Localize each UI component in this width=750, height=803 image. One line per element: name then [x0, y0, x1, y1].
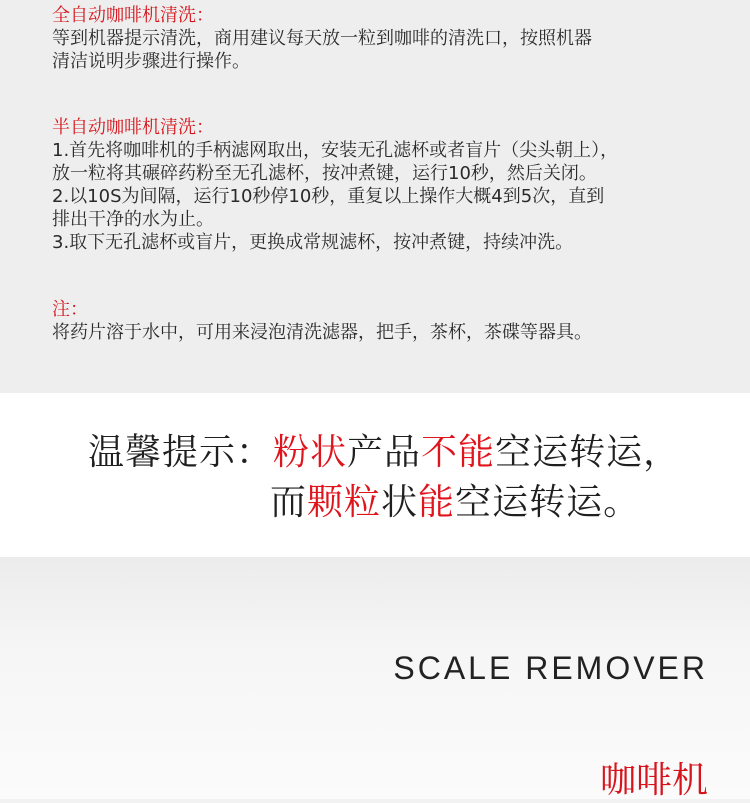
tip-segment-highlight: 粉状	[273, 432, 348, 473]
full-auto-title: 全自动咖啡机清洗：	[52, 5, 214, 26]
tip-line-2	[270, 481, 640, 525]
instructions-panel	[0, 0, 750, 393]
semi-auto-line: 排出干净的水为止。	[52, 209, 214, 230]
full-auto-line: 清洁说明步骤进行操作。	[52, 51, 250, 72]
product-banner	[0, 557, 750, 799]
banner-chinese-title: 咖啡机	[599, 760, 708, 801]
full-auto-section	[52, 4, 592, 73]
semi-auto-line: 2.以10S为间隔，运行10秒停10秒，重复以上操作大概4到5次，直到	[52, 186, 605, 207]
tip-segment-highlight: 不能	[421, 432, 496, 473]
shipping-tip-panel	[0, 393, 750, 557]
tip-segment-highlight: 颗粒	[307, 482, 382, 523]
tip-segment: 温馨提示：	[88, 432, 274, 473]
semi-auto-line: 1.首先将咖啡机的手柄滤网取出，安装无孔滤杯或者盲片（尖头朝上），	[52, 140, 619, 161]
note-section	[52, 298, 592, 344]
tip-segment-highlight: 能	[418, 482, 456, 523]
tip-segment: 空运转运。	[455, 482, 641, 523]
semi-auto-section	[52, 116, 618, 254]
tip-line-1	[88, 431, 680, 475]
semi-auto-line: 3.取下无孔滤杯或盲片，更换成常规滤杯，按冲煮键，持续冲洗。	[52, 232, 574, 253]
tip-segment: 状	[381, 482, 419, 523]
note-title: 注：	[52, 299, 88, 320]
semi-auto-line: 放一粒将其碾碎药粉至无孔滤杯，按冲煮键，运行10秒，然后关闭。	[52, 163, 597, 184]
tip-segment: 空运转运，	[495, 432, 681, 473]
semi-auto-title: 半自动咖啡机清洗：	[52, 117, 214, 138]
full-auto-line: 等到机器提示清洗，商用建议每天放一粒到咖啡的清洗口，按照机器	[52, 28, 592, 49]
note-line: 将药片溶于水中，可用来浸泡清洗滤器，把手，茶杯，茶碟等器具。	[52, 322, 592, 343]
tip-segment: 而	[270, 482, 308, 523]
tip-segment: 产品	[347, 432, 422, 473]
banner-english-title: SCALE REMOVER	[393, 650, 708, 686]
